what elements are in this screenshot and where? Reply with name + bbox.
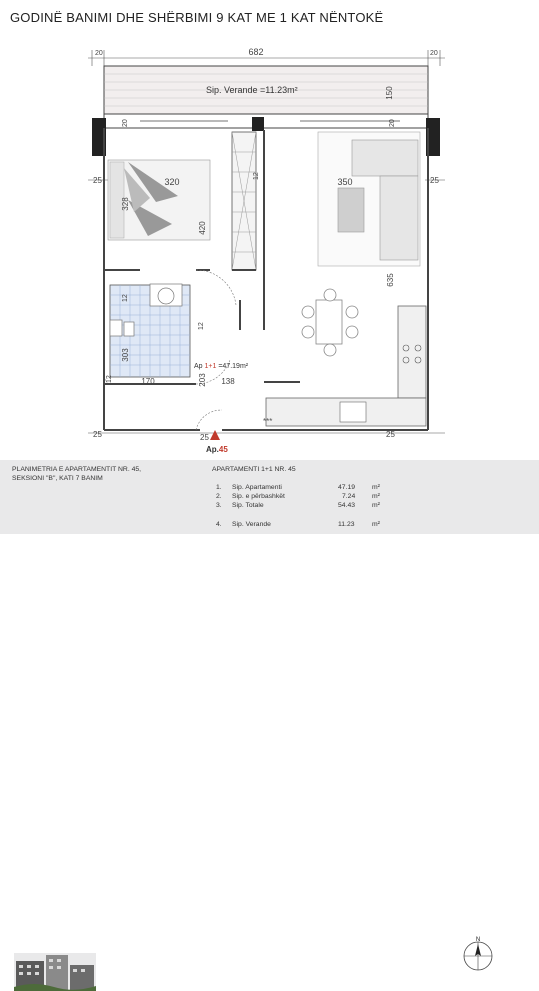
coffee-table-icon [338, 188, 364, 232]
dim-wall: 12 [253, 172, 260, 180]
dim-wall: 20 [389, 119, 396, 127]
area-summary: APARTAMENTI 1+1 NR. 45 1. Sip. Apartamenti 47.19 m² 2. Sip. e përbashkët 7.24 m² 3. Sip. Totale 54.43 m² 4. Sip. Verande 11.23 m² [212, 466, 380, 528]
kitchen-counter [266, 306, 426, 426]
dim-bath-depth: 303 [121, 348, 130, 362]
info-panel [0, 460, 539, 943]
dim-wall: 12 [106, 375, 113, 383]
drawing-title: GODINË BANIMI DHE SHËRBIMI 9 KAT ME 1 KAT NËNTOKË [10, 10, 384, 25]
dim-bedroom-depth: 328 [121, 197, 130, 211]
stove-marks: *** [263, 417, 273, 426]
entrance-label: Ap.45 [206, 445, 228, 454]
dim-living-depth: 635 [386, 273, 395, 287]
sink-icon [124, 322, 134, 336]
washing-machine-icon [158, 288, 174, 304]
dim-wall: 12 [198, 322, 205, 330]
dim-closet-depth: 420 [198, 221, 207, 235]
closet-wardrobe [232, 132, 256, 270]
caption-line-2: SEKSIONI "B", KATI 7 BANIM [12, 474, 103, 482]
north-compass-icon [458, 934, 498, 974]
dining-set [302, 289, 358, 356]
dim-wall: 12 [122, 294, 129, 302]
dim-wall: 25 [200, 433, 209, 442]
door-swings [196, 270, 236, 430]
entrance-arrow-icon [210, 430, 220, 440]
dim-hall-width: 138 [221, 377, 235, 386]
dim-wall: 25 [93, 430, 102, 439]
dim-wall: 25 [386, 430, 395, 439]
apartment-label: Ap 1+1 =47.19m² [194, 363, 249, 370]
dim-living-width: 350 [337, 177, 353, 187]
dim-bath-width: 170 [141, 377, 155, 386]
dim-wall: 25 [430, 176, 439, 185]
floor-plan [0, 0, 539, 460]
dim-wall: 20 [122, 119, 129, 127]
column-center [252, 117, 264, 131]
sofa-icon [352, 140, 418, 176]
caption-line-1: PLANIMETRIA E APARTAMENTIT NR. 45, [12, 466, 142, 473]
building-thumbnail [14, 953, 96, 991]
veranda-label: Sip. Verande =11.23m² [206, 85, 298, 95]
dim-wall: 25 [93, 176, 102, 185]
kitchen-sink-icon [340, 402, 366, 422]
dim-total-width: 682 [248, 47, 264, 57]
dim-veranda-depth: 150 [385, 86, 394, 100]
toilet-icon [110, 320, 122, 336]
summary-heading: APARTAMENTI 1+1 NR. 45 [212, 466, 296, 473]
dim-wall: 20 [95, 50, 103, 57]
dim-wall: 20 [430, 50, 438, 57]
dim-hall-depth: 203 [198, 373, 207, 387]
plan-caption [12, 466, 141, 483]
dim-bedroom-width: 320 [164, 177, 180, 187]
living-room [318, 132, 420, 266]
compass-north-label: N [475, 937, 481, 943]
